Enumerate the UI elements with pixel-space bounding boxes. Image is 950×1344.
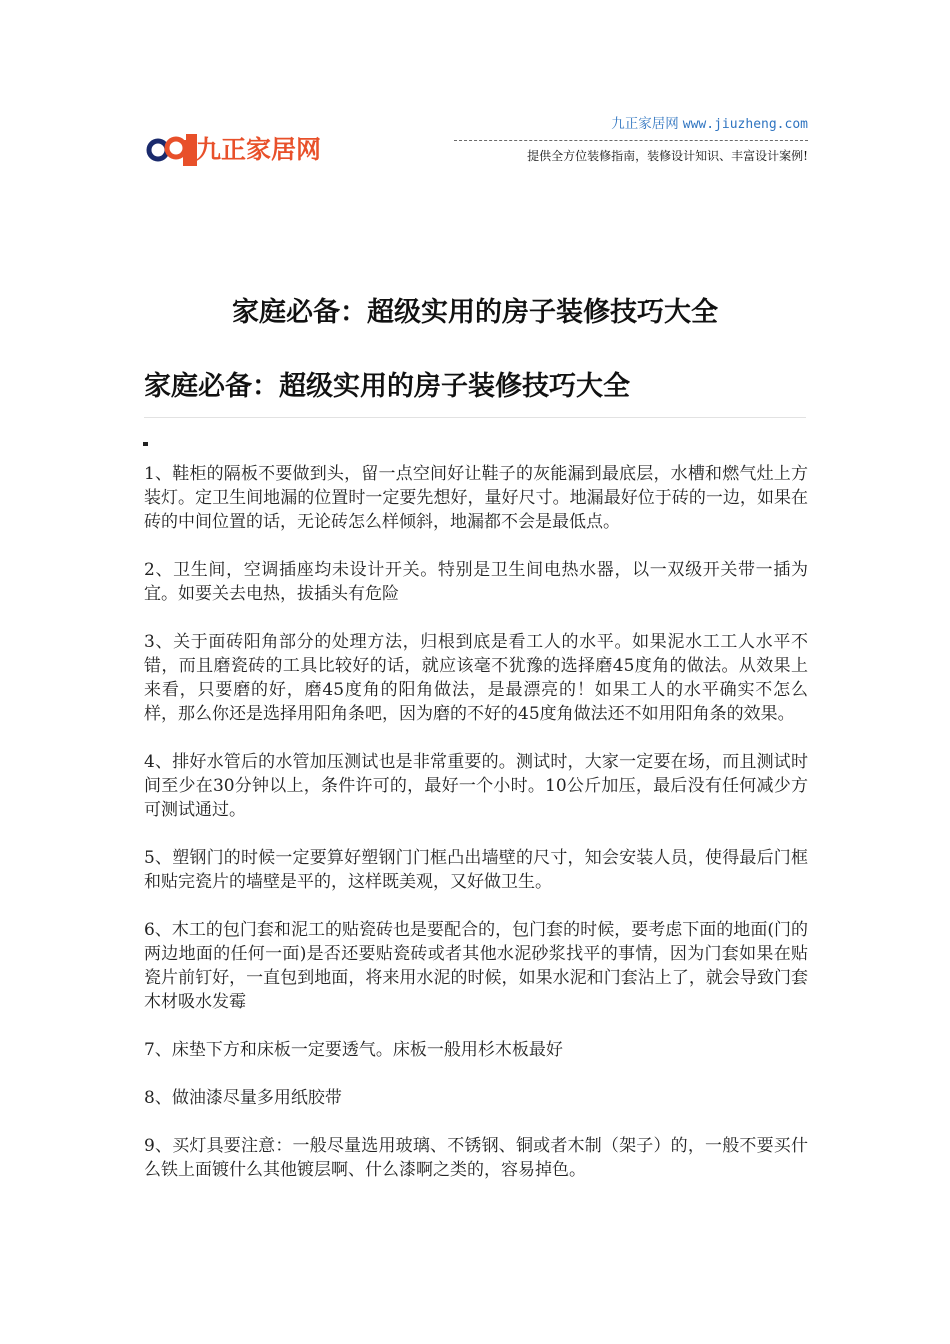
article-heading: 家庭必备：超级实用的房子装修技巧大全 — [144, 371, 630, 402]
paragraph-3: 3、关于面砖阳角部分的处理方法，归根到底是看工人的水平。如果泥水工工人水平不错，而且磨瓷砖的工具比较好的话，就应该毫不犹豫的选择磨45度角的做法。从效果上来看，只要磨的好，磨45度角的阳角做法，是最漂亮的！如果工人的水平确实不怎么样，那么你还是选择用阳角条吧，因为磨的不好的45度角做法还不如用阳角条的效果。 — [144, 632, 808, 724]
paragraph-2: 2、卫生间，空调插座均未设计开关。特别是卫生间电热水器，以一双级开关带一插为宜。如要关去电热，拔插头有危险 — [144, 560, 808, 604]
small-image-icon — [143, 441, 149, 447]
header-tagline: 提供全方位装修指南，装修设计知识、丰富设计案例! — [527, 149, 808, 163]
site-label[interactable]: 九正家居网 — [611, 116, 679, 132]
header-site-link[interactable] — [448, 112, 808, 132]
paragraph-1: 1、鞋柜的隔板不要做到头，留一点空间好让鞋子的灰能漏到最底层，水槽和燃气灶上方装灯。定卫生间地漏的位置时一定要先想好，量好尺寸。地漏最好位于砖的一边，如果在砖的中间位置的话，无论砖怎么样倾斜，地漏都不会是最低点。 — [144, 464, 808, 532]
heading-divider — [144, 417, 806, 418]
article-body — [144, 462, 808, 1206]
paragraph-9: 9、买灯具要注意：一般尽量选用玻璃、不锈钢、铜或者木制（架子）的，一般不要买什么铁上面镀什么其他镀层啊、什么漆啊之类的，容易掉色。 — [144, 1136, 808, 1180]
paragraph-6: 6、木工的包门套和泥工的贴瓷砖也是要配合的，包门套的时候，要考虑下面的地面(门的两边地面的任何一面)是否还要贴瓷砖或者其他水泥砂浆找平的事情，因为门套如果在贴瓷片前钉好，一直包到地面，将来用水泥的时候，如果水泥和门套沾上了，就会导致门套木材吸水发霉 — [144, 920, 808, 1012]
paragraph-7: 7、床垫下方和床板一定要透气。床板一般用杉木板最好 — [144, 1040, 563, 1060]
page-title: 家庭必备：超级实用的房子装修技巧大全 — [232, 297, 718, 328]
logo-mark-icon — [146, 126, 200, 170]
logo-text: 九正家居网 — [196, 135, 322, 164]
paragraph-5: 5、塑钢门的时候一定要算好塑钢门门框凸出墙壁的尺寸，知会安装人员，使得最后门框和贴完瓷片的墙壁是平的，这样既美观，又好做卫生。 — [144, 848, 808, 892]
site-url[interactable]: www.jiuzheng.com — [682, 117, 808, 132]
header-info — [448, 112, 808, 164]
paragraph-4: 4、排好水管后的水管加压测试也是非常重要的。测试时，大家一定要在场，而且测试时间至少在30分钟以上，条件许可的，最好一个小时。10公斤加压，最后没有任何减少方可测试通过。 — [144, 752, 808, 820]
header-divider — [454, 140, 808, 141]
paragraph-8: 8、做油漆尽量多用纸胶带 — [144, 1088, 342, 1108]
